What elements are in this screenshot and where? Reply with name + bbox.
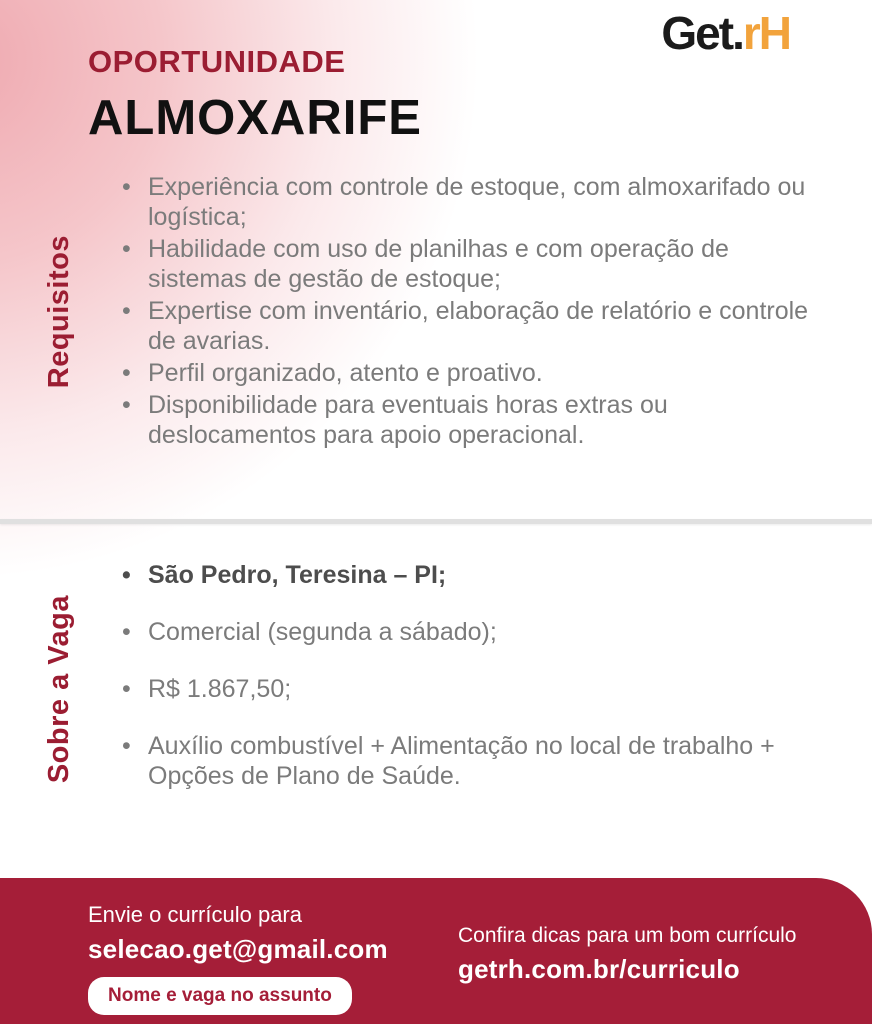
list-item: • Perfil organizado, atento e proativo. (118, 358, 816, 388)
logo-text-orange: rH (742, 7, 790, 59)
about-job-list (118, 560, 816, 791)
job-title: ALMOXARIFE (88, 91, 422, 145)
footer-banner (0, 878, 872, 1024)
list-item: • Experiência com controle de estoque, com almoxarifado ou logística; (118, 172, 816, 232)
getrh-logo (661, 7, 790, 59)
requirements-section-label: Requisitos (42, 235, 75, 389)
application-email: selecao.get@gmail.com (88, 934, 388, 964)
list-item-benefits: • Auxílio combustível + Alimentação no local de trabalho + Opções de Plano de Saúde. (118, 731, 816, 791)
requirements-section (0, 172, 872, 452)
requirements-list (118, 172, 816, 450)
section-divider (0, 519, 872, 524)
about-job-rail (0, 560, 118, 818)
list-item: • Habilidade com uso de planilhas e com operação de sistemas de gestão de estoque; (118, 234, 816, 294)
about-job-section (0, 560, 872, 818)
footer-apply-block (88, 902, 418, 1024)
header (88, 44, 422, 146)
list-item-location: • São Pedro, Teresina – PI; (118, 560, 816, 590)
footer-tips-block (458, 924, 796, 1024)
subject-note-pill: Nome e vaga no assunto (88, 977, 352, 1015)
list-item: • Expertise com inventário, elaboração de relatório e controle de avarias. (118, 296, 816, 356)
list-item: • Disponibilidade para eventuais horas extras ou deslocamentos para apoio operacional. (118, 390, 816, 450)
list-item-salary: • R$ 1.867,50; (118, 674, 816, 704)
about-job-section-label: Sobre a Vaga (42, 594, 75, 784)
requirements-rail (0, 172, 118, 452)
list-item-schedule: • Comercial (segunda a sábado); (118, 617, 816, 647)
about-job-content (118, 560, 872, 818)
requirements-content (118, 172, 872, 452)
resume-tips-label: Confira dicas para um bom currículo (458, 924, 797, 947)
send-resume-label: Envie o currículo para (88, 902, 302, 927)
resume-tips-url: getrh.com.br/curriculo (458, 954, 740, 984)
opportunity-kicker: OPORTUNIDADE (88, 44, 346, 79)
logo-text-black: Get. (661, 7, 743, 59)
